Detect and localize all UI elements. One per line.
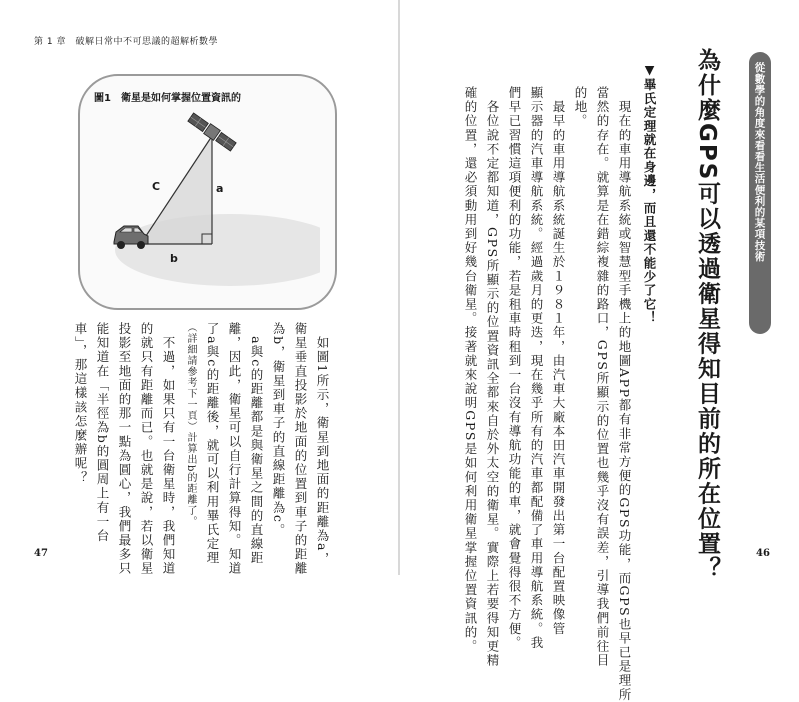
page-gutter bbox=[398, 0, 400, 575]
left-col-1: 如圖1所示，衛星到地面的距離為a， bbox=[315, 322, 330, 567]
label-c: C bbox=[152, 180, 161, 193]
left-col-4: a與c的距離都是與衛星之間的直線距 bbox=[249, 322, 264, 566]
satellite-diagram bbox=[100, 110, 320, 295]
left-col-6: 了a與c的距離後，就可以利用畢氏定理 bbox=[205, 322, 220, 566]
right-col-7: 各位說不定都知道，GPS所顯示的位置資訊全都來自於外太空的衛星。實際上若要得知更精 bbox=[485, 86, 500, 668]
right-col-2: 當然的存在。就算是在錯綜複雜的路口，GPS所顯示的位置也幾乎沒有誤差，引導我們前往目 bbox=[595, 86, 610, 668]
left-col-8: 不過，如果只有一台衛星時，我們知道 bbox=[161, 322, 176, 576]
left-col-10: 投影至地面的那一點為圓心，我們最多只 bbox=[117, 322, 132, 576]
right-col-6: 們早已習慣這項便利的功能，若是租車時租到一台沒有導航功能的車，就會覺得很不方便。 bbox=[507, 86, 522, 650]
label-a: a bbox=[216, 182, 224, 195]
left-col-7: （詳細請參考下一頁）計算出b的距離了。 bbox=[185, 322, 196, 528]
right-col-3: 的地。 bbox=[573, 86, 588, 129]
left-col-2: 衛星垂直投影於地面的位置到車子的距離 bbox=[293, 322, 308, 576]
page-number-left: 47 bbox=[34, 548, 48, 559]
left-col-12: 車」，那這樣該怎麼辦呢？ bbox=[73, 322, 88, 485]
figure-title: 圖1 衛星是如何掌握位置資訊的 bbox=[94, 93, 241, 104]
page-number-right: 46 bbox=[756, 548, 770, 559]
running-header: 第 1 章 破解日常中不可思議的超解析數學 bbox=[34, 37, 218, 47]
left-col-11: 能知道在「半徑為b的圓周上有一台 bbox=[95, 322, 110, 544]
label-b: b bbox=[170, 252, 178, 265]
right-col-4: 最早的車用導航系統誕生於１９８１年，由汽車大廠本田汽車開發出第一台配置映像管 bbox=[551, 86, 566, 636]
left-col-5: 離，因此，衛星可以自行計算得知。知道 bbox=[227, 322, 242, 576]
left-col-3: 為b，衛星到車子的直線距離為c。 bbox=[271, 322, 286, 538]
left-col-9: 的就只有距離而已。也就是說，若以衛星 bbox=[139, 322, 154, 576]
side-tab-text: 從數學的角度來看看生活便利的某項技術 bbox=[753, 62, 766, 262]
right-col-5: 顯示器的汽車導航系統。經過歲月的更迭，現在幾乎所有的汽車都配備了車用導航系統。我 bbox=[529, 86, 544, 650]
article-subhead: ▼畢氏定理就在身邊，而且還不能少了它！ bbox=[642, 62, 657, 325]
article-title: 為什麼GPS可以透過衛星得知目前的所在位置？ bbox=[694, 48, 720, 582]
right-col-8: 確的位置，還必須動用到好幾台衛星。接著就來說明GPS是如何利用衛星掌握位置資訊的。 bbox=[463, 86, 478, 654]
right-col-1: 現在的車用導航系統或智慧型手機上的地圖APP都有非常方便的GPS功能，而GPS也早已是理所 bbox=[617, 86, 632, 702]
ground-ellipse bbox=[115, 214, 320, 286]
